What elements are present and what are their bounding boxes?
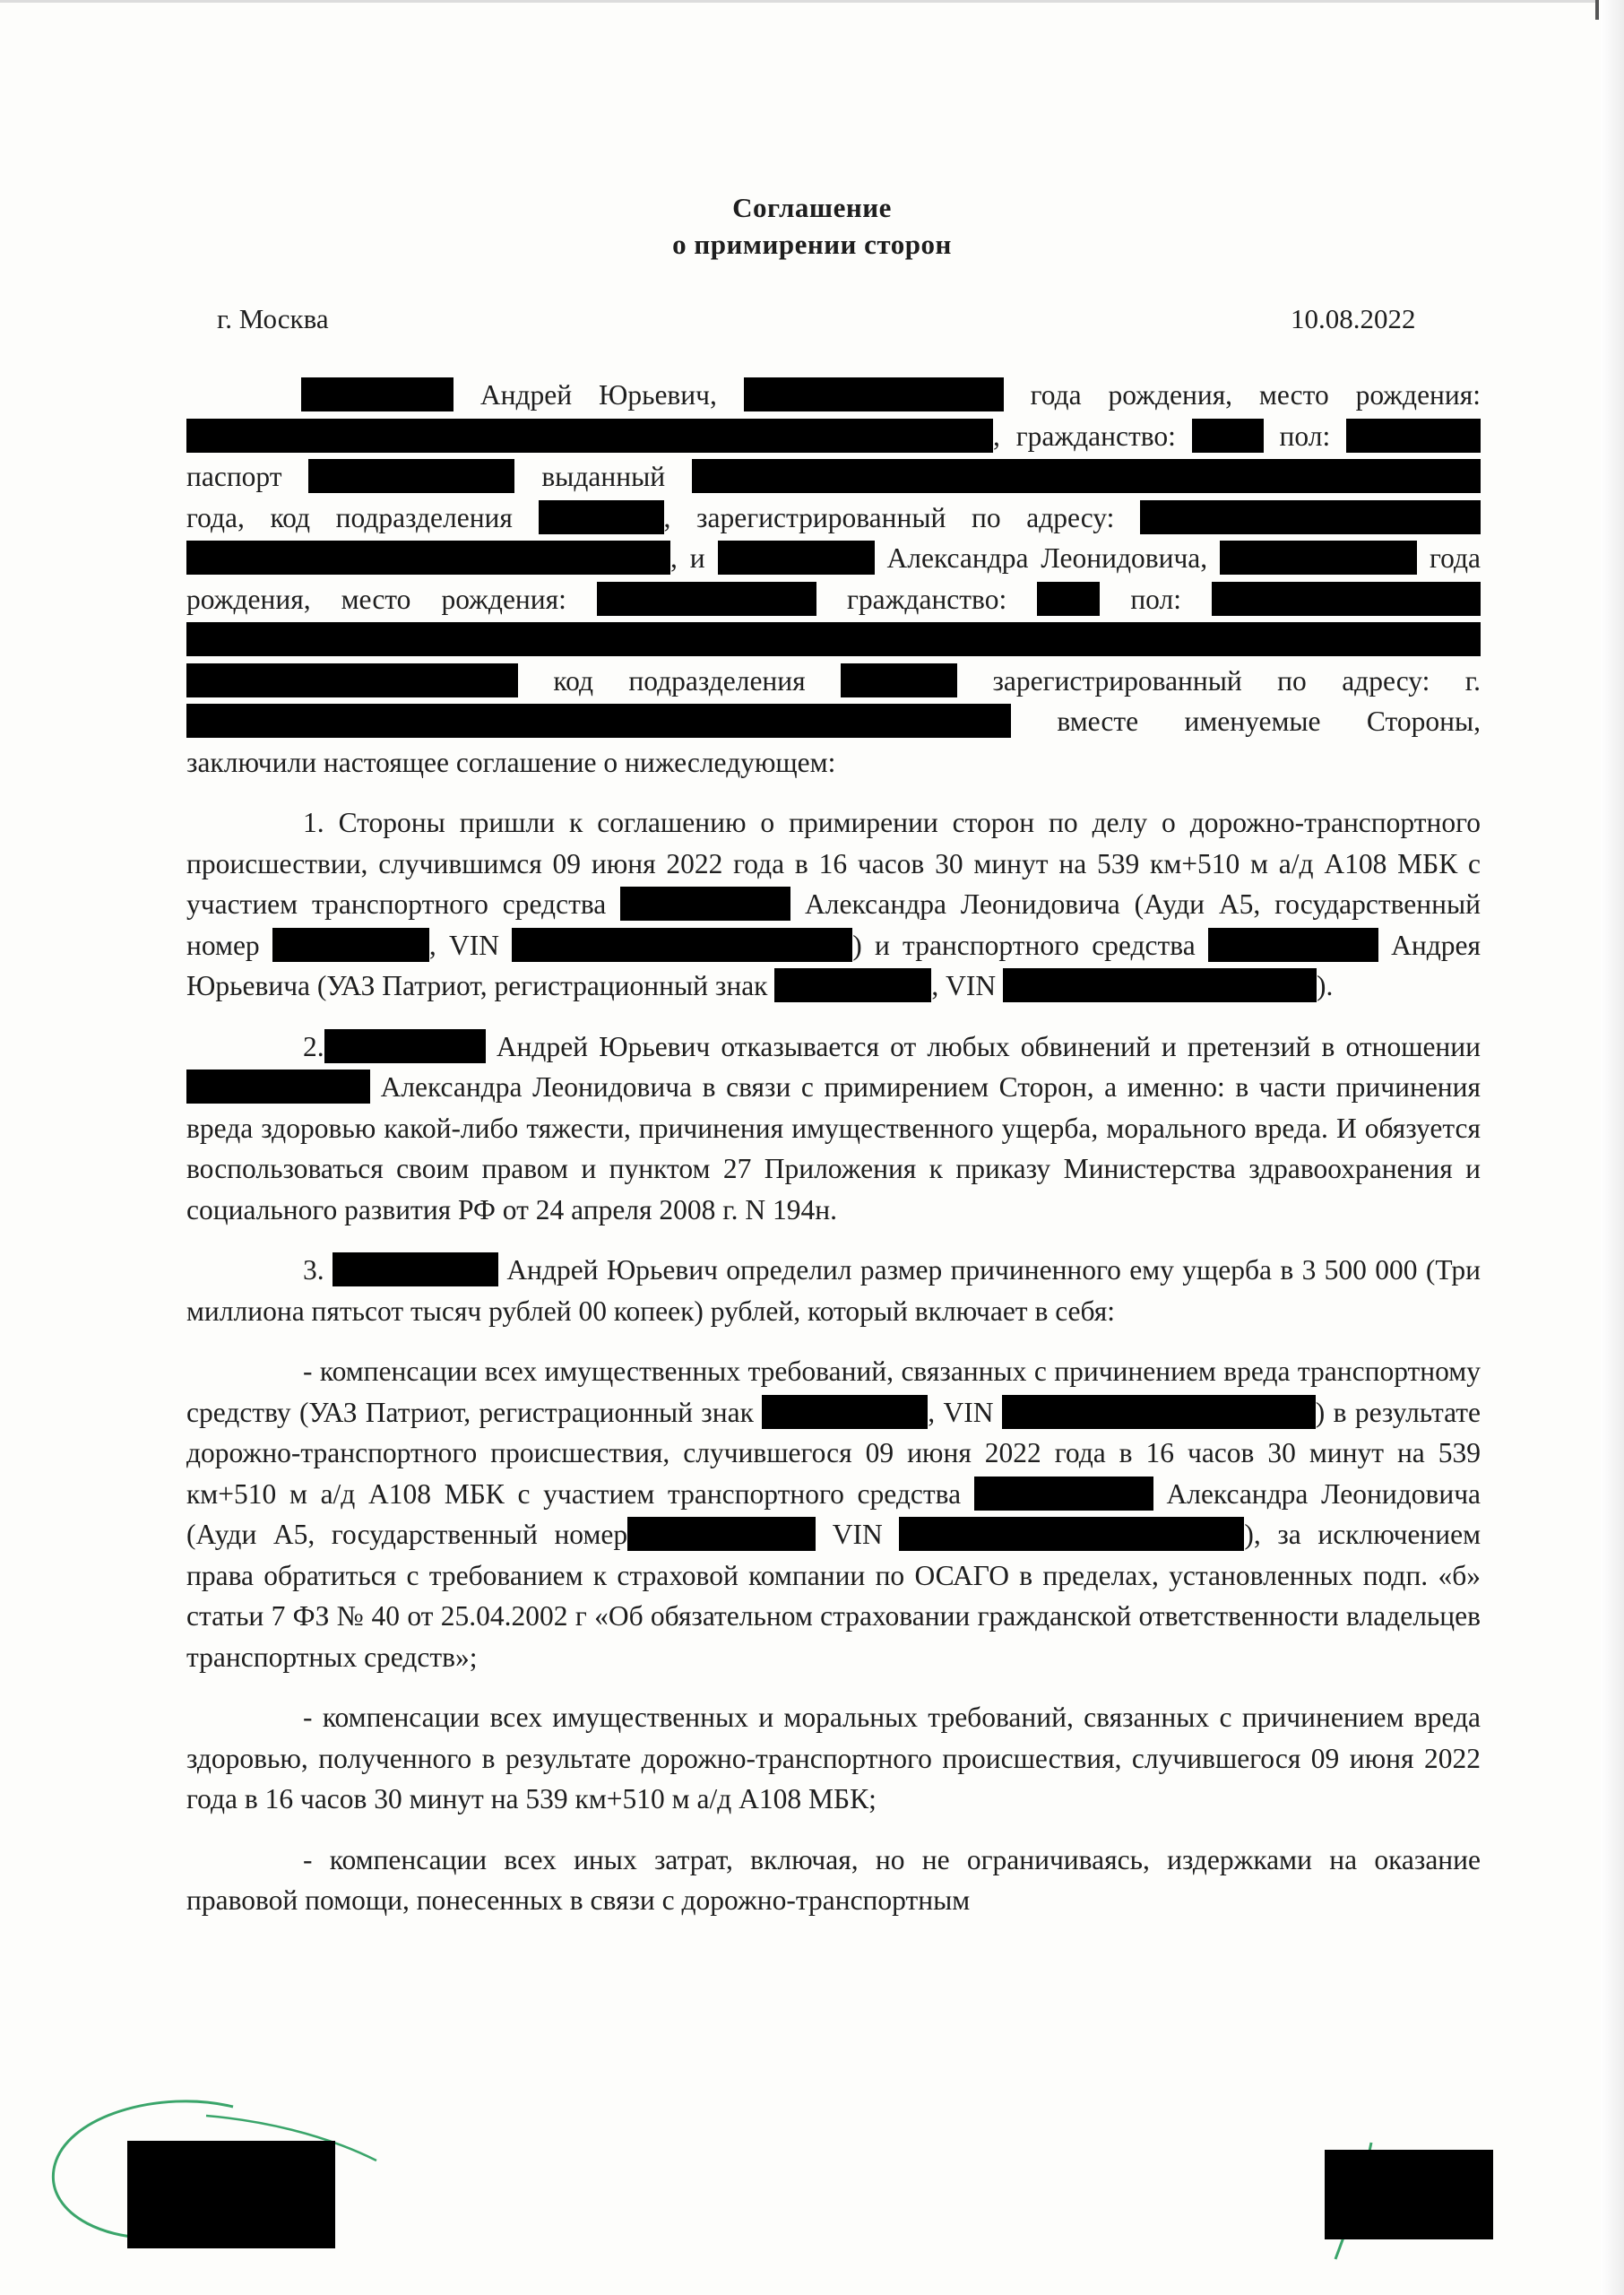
redaction [744, 377, 1004, 411]
clause-text: ). [1317, 970, 1334, 1001]
redaction [301, 377, 454, 411]
redaction [627, 1517, 816, 1551]
city: г. Москва [217, 303, 329, 334]
signature-redaction [1325, 2150, 1493, 2239]
redaction [1192, 419, 1264, 453]
item-text: ) в результате дорожно-транспортного происшествия, случившегося 09 июня 2022 года в 16 часов 30 минут на 539 км+510 м а/д А108 МБК с участием транспортного средства [186, 1396, 1481, 1510]
item-text: VIN [832, 1519, 883, 1550]
scan-edge-shadow [1601, 0, 1624, 2295]
signature-redaction [127, 2141, 335, 2248]
redaction [718, 541, 875, 575]
clause-text: Александра Леонидовича (Ауди А5, государственный номер [186, 888, 1481, 961]
redaction [774, 968, 931, 1002]
preamble-text: Андрей Юрьевич, [479, 379, 717, 411]
redaction [186, 704, 1011, 738]
scan-edge-line [0, 0, 1595, 3]
preamble [186, 375, 1481, 783]
document-date: 10.08.2022 [1291, 303, 1416, 334]
redaction [272, 928, 429, 962]
clause-1 [186, 802, 1481, 1007]
redaction [841, 663, 957, 697]
redaction [512, 928, 852, 962]
redaction [1037, 582, 1100, 616]
clause-text: ) и транспортного средства [852, 929, 1196, 961]
clause-text: , VIN [931, 970, 997, 1001]
clause-text: Андрей Юрьевич определил размер причиненного ему ущерба в 3 500 000 (Три миллиона пятьсот тысяч рублей 00 копеек) рублей, который включает в себя: [186, 1254, 1481, 1327]
redaction [186, 541, 670, 575]
redaction [974, 1477, 1153, 1511]
redaction [1003, 968, 1317, 1002]
preamble-text: года, код подразделения [186, 501, 513, 533]
redaction [1212, 582, 1481, 616]
redaction [539, 500, 664, 534]
preamble-text: заключили настоящее соглашение о нижеследующем: [186, 746, 836, 778]
scan-edge-mark [1595, 0, 1599, 20]
clause-number: 1. [303, 807, 324, 838]
preamble-text: Александра Леонидовича, [886, 542, 1208, 574]
preamble-text: вместе именуемые Стороны, [1057, 706, 1481, 737]
preamble-text: , и [670, 542, 705, 574]
preamble-text: код подразделения [553, 664, 806, 697]
clause-text: Александра Леонидовича в связи с примирением Сторон, а именно: в части причинения вреда здоровью какой-либо тяжести, причинения имущественного ущерба, морального вреда. И обязуется воспользоваться своим правом и пунктом 27 Приложения к приказу Министерства здравоохранения и социального развития РФ от 24 апреля 2008 г. N 194н. [186, 1071, 1481, 1225]
item-text: - компенсации всех имущественных и моральных требований, связанных с причинением вреда здоровью, полученного в результате дорожно-транспортного происшествия, случившегося 09 июня 2022 года в 16 часов 30 минут на 539 км+510 м а/д А108 МБК; [186, 1702, 1481, 1814]
item-text: ), за исключением права обратиться с требованием к страховой компании по ОСАГО в пределах, установленных подп. «б» статьи 7 ФЗ № 40 от 25.04.2002 г «Об обязательном страховании гражданской ответственности владельцев транспортных средств»; [186, 1519, 1481, 1673]
clause-text: Андрей Юрьевич отказывается от любых обвинений и претензий в отношении [496, 1030, 1481, 1062]
redaction [186, 622, 1481, 656]
redaction [899, 1517, 1244, 1551]
redaction [597, 582, 816, 616]
redaction [762, 1395, 928, 1429]
preamble-text: выданный [541, 461, 666, 492]
clause-number: 3. [303, 1254, 324, 1286]
item-text: , VIN [928, 1396, 994, 1428]
item-text: Александра Леонидовича (Ауди А5, государственный номер [186, 1477, 1481, 1550]
redaction [692, 459, 1481, 493]
preamble-text: пол: [1130, 583, 1181, 615]
clause-3 [186, 1250, 1481, 1331]
redaction [620, 887, 790, 921]
list-item [186, 1840, 1481, 1921]
redaction [1002, 1395, 1316, 1429]
redaction [308, 459, 514, 493]
preamble-text: зарегистрированный по адресу: г. [992, 664, 1481, 697]
redaction [333, 1252, 498, 1286]
clause-2 [186, 1026, 1481, 1231]
item-text: - компенсации всех имущественных требований, связанных с причинением вреда транспортному средству (УАЗ Патриот, регистрационный знак [186, 1355, 1481, 1428]
preamble-text: года рождения, место рождения: [186, 542, 1481, 615]
redaction [186, 419, 993, 453]
list-item [186, 1697, 1481, 1820]
preamble-text: паспорт [186, 461, 282, 492]
redaction [1208, 928, 1378, 962]
document-body [186, 375, 1481, 1921]
clause-number: 2. [303, 1030, 324, 1062]
preamble-text: года рождения, место рождения: [1030, 379, 1481, 411]
clause-text: Стороны пришли к соглашению о примирении сторон по делу о дорожно-транспортного происшествии, случившимся 09 июня 2022 года в 16 часов 30 минут на 539 км+510 м а/д А108 МБК с участием транспортного средства [186, 807, 1481, 920]
item-text: - компенсации всех иных затрат, включая, но не ограничиваясь, издержками на оказание правовой помощи, понесенных в связи с дорожно-транспортным [186, 1843, 1481, 1916]
redaction [186, 1070, 370, 1104]
clause-text: , VIN [428, 929, 500, 961]
document-subtitle: о примирении сторон [672, 229, 952, 260]
redaction [1220, 541, 1417, 575]
document-title: Соглашение [732, 192, 892, 223]
redaction [324, 1029, 486, 1063]
redaction [186, 663, 518, 697]
preamble-text: , гражданство: [993, 420, 1176, 452]
redaction [1140, 500, 1481, 534]
preamble-text: , зарегистрированный по адресу: [663, 501, 1115, 533]
clause-text: Андрея Юрьевича (УАЗ Патриот, регистрационный знак [186, 929, 1481, 1001]
redaction [1346, 419, 1481, 453]
preamble-text: гражданство: [847, 583, 1007, 615]
list-item [186, 1351, 1481, 1677]
preamble-text: пол: [1279, 420, 1331, 452]
